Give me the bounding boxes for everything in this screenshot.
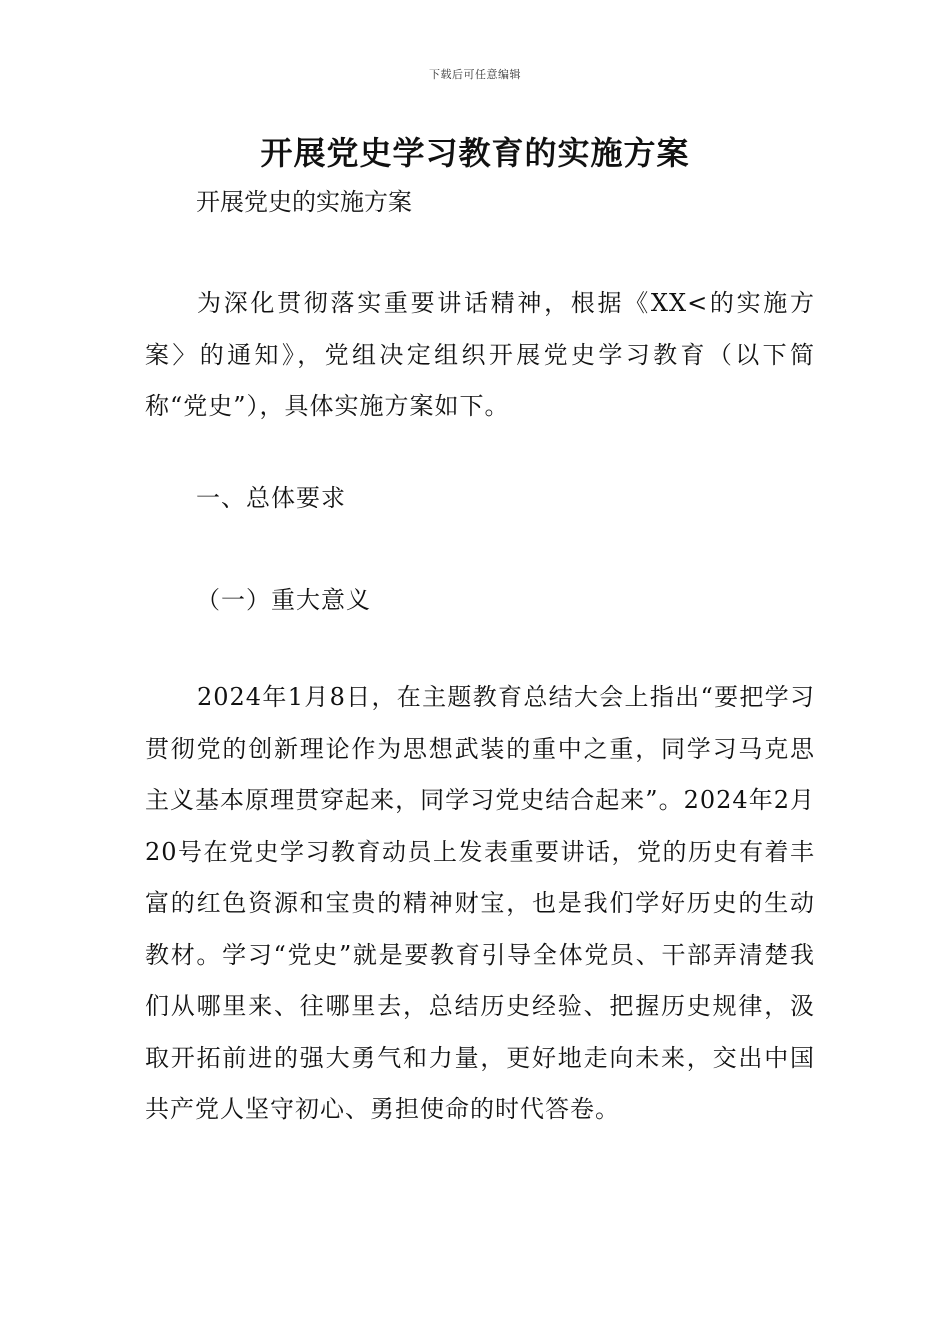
significance-paragraph: 2024年1月8日，在主题教育总结大会上指出“要把学习贯彻党的创新理论作为思想武装的重中之重，同学习马克思主义基本原理贯穿起来，同学习党史结合起来”。2024年2月20号在党史学习教育动员上发表重要讲话，党的历史有着丰富的红色资源和宝贵的精神财宝，也是我们学好历史的生动教材。学习“党史”就是要教育引导全体党员、干部弄清楚我们从哪里来、往哪里去，总结历史经验、把握历史规律，汲取开拓前进的强大勇气和力量，更好地走向未来，交出中国共产党人坚守初心、勇担使命的时代答卷。	[145, 683, 815, 1123]
header-note: 下载后可任意编辑	[429, 68, 521, 81]
document-subtitle: 开展党史的实施方案	[196, 188, 412, 216]
subsection-heading-significance: （一）重大意义	[196, 586, 371, 614]
section-heading-overall-requirements: 一、总体要求	[196, 484, 346, 512]
intro-paragraph: 为深化贯彻落实重要讲话精神，根据《XX<的实施方案〉的通知》，党组决定组织开展党史学习教育（以下简称“党史”），具体实施方案如下。	[145, 289, 815, 420]
document-title: 开展党史学习教育的实施方案	[260, 134, 690, 172]
